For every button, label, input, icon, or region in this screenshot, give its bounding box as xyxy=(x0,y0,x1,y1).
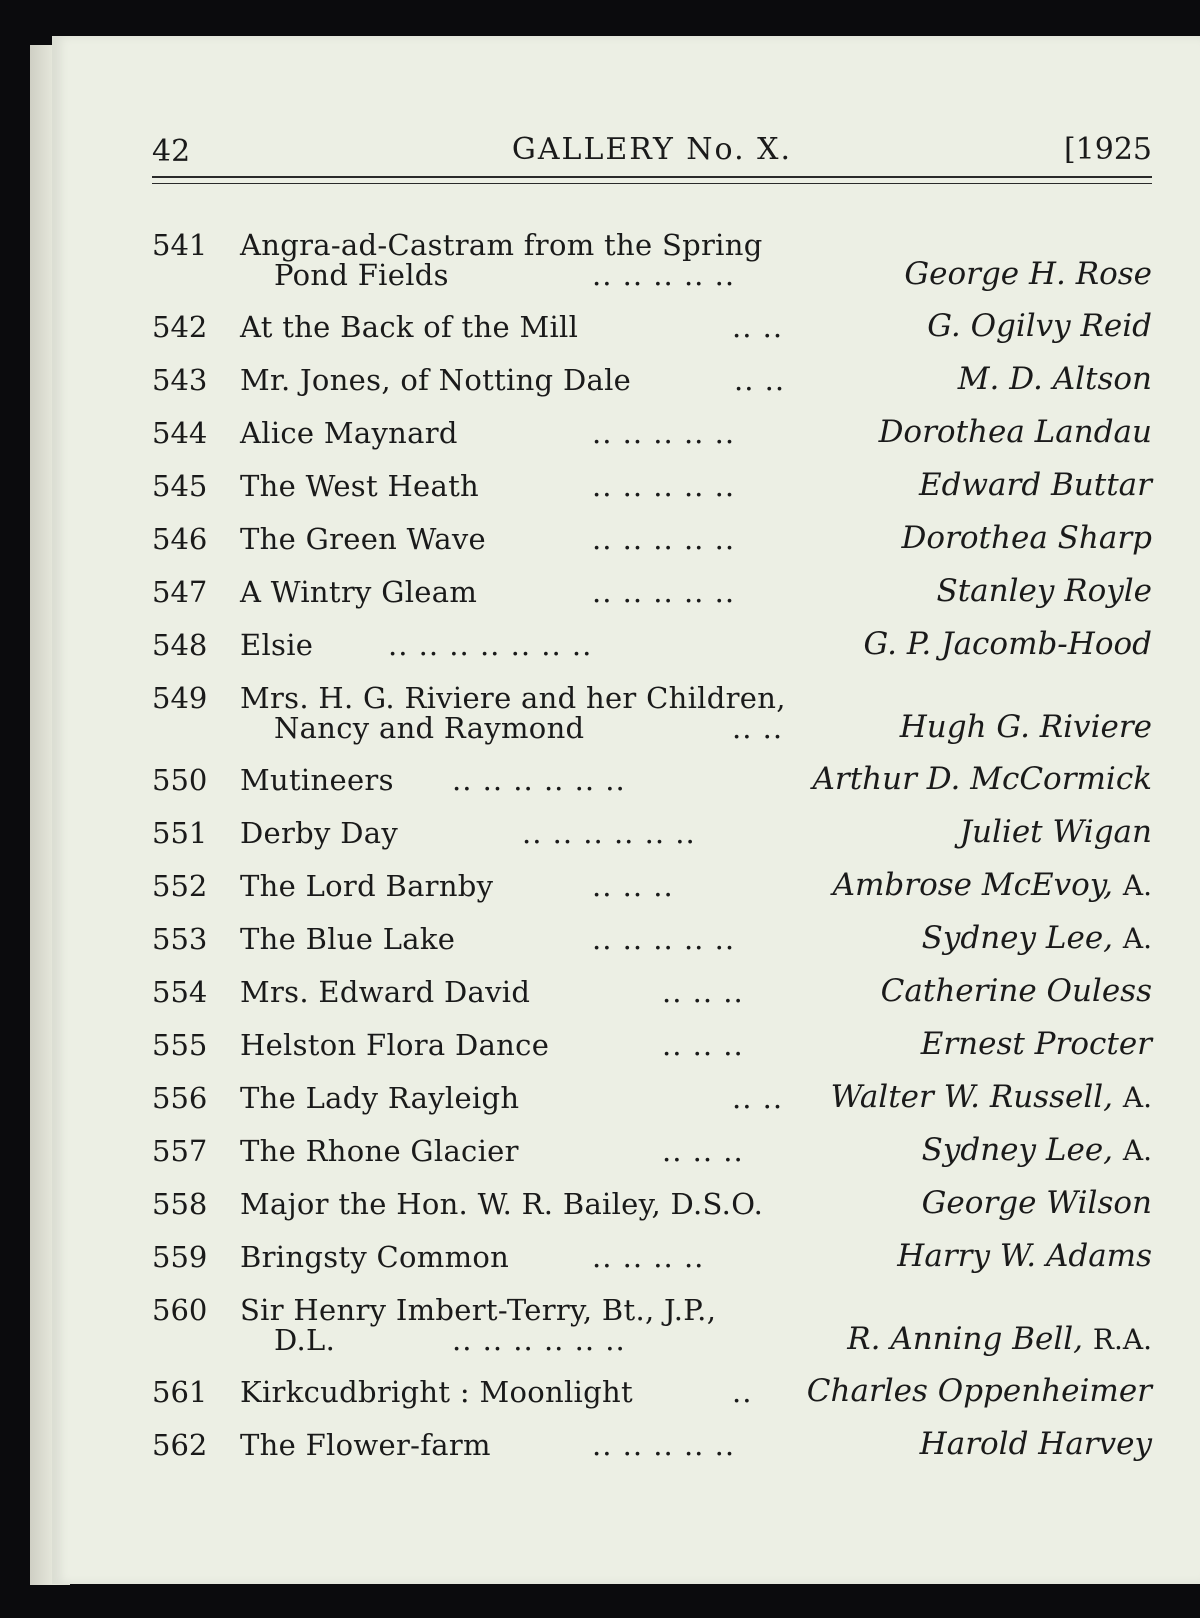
artist-name-text: Hugh G. Riviere xyxy=(899,709,1152,745)
catalogue-entry xyxy=(152,463,1152,516)
artist-honour-suffix: R.A. xyxy=(1092,1323,1152,1356)
leader-dots: .. .. .. .. .. xyxy=(592,416,736,450)
artist-name-text: Sydney Lee, xyxy=(921,1132,1114,1168)
entry-title: Mrs. H. G. Riviere and her Children, xyxy=(240,681,786,715)
artist-name-text: Edward Buttar xyxy=(919,467,1152,503)
artist-name-text: Walter W. Russell, xyxy=(830,1079,1114,1115)
artist-name xyxy=(900,709,1152,745)
catalogue-entry xyxy=(152,1287,1152,1369)
artist-name xyxy=(922,920,1152,956)
entry-title: The Lady Rayleigh xyxy=(240,1081,520,1115)
page-header xyxy=(152,104,1152,169)
entry-title: Bringsty Common xyxy=(240,1240,510,1274)
artist-name xyxy=(921,1026,1152,1062)
catalogue-entry xyxy=(152,1181,1152,1234)
catalogue-entry xyxy=(152,1128,1152,1181)
artist-name-text: Catherine Ouless xyxy=(880,973,1152,1009)
leader-dots: .. .. .. .. .. xyxy=(592,922,736,956)
entry-title: Helston Flora Dance xyxy=(240,1028,550,1062)
artist-name xyxy=(831,1079,1152,1115)
header-rule-thick xyxy=(152,176,1152,178)
catalogue-entry xyxy=(152,916,1152,969)
entry-number: 551 xyxy=(152,816,208,850)
artist-name-text: Dorothea Sharp xyxy=(901,520,1152,556)
leader-dots: .. .. .. .. .. .. xyxy=(452,763,626,797)
entry-number: 556 xyxy=(152,1081,208,1115)
catalogue-entry xyxy=(152,969,1152,1022)
artist-name-text: Sydney Lee, xyxy=(921,920,1114,956)
artist-name xyxy=(936,573,1152,609)
entry-number: 554 xyxy=(152,975,208,1009)
leader-dots: .. .. .. xyxy=(592,869,674,903)
leader-dots: .. .. .. .. .. xyxy=(592,1428,736,1462)
catalogue-entry xyxy=(152,1422,1152,1475)
catalogue-entry xyxy=(152,516,1152,569)
entry-title: A Wintry Gleam xyxy=(240,575,478,609)
entry-number: 557 xyxy=(152,1134,208,1168)
entry-number: 560 xyxy=(152,1293,208,1327)
catalogue-entry xyxy=(152,1234,1152,1287)
artist-name xyxy=(922,1132,1152,1168)
entry-title: Derby Day xyxy=(240,816,399,850)
entry-number: 543 xyxy=(152,363,208,397)
catalogue-entry xyxy=(152,222,1152,304)
catalogue-entry xyxy=(152,863,1152,916)
leader-dots: .. .. .. xyxy=(662,975,744,1009)
entry-title: Mutineers xyxy=(240,763,394,797)
entry-title: Sir Henry Imbert-Terry, Bt., J.P., xyxy=(240,1293,717,1327)
catalogue-entry xyxy=(152,410,1152,463)
leader-dots: .. .. xyxy=(734,363,786,397)
entry-title: Mrs. Edward David xyxy=(240,975,531,1009)
entry-title: The West Heath xyxy=(240,469,480,503)
leader-dots: .. .. .. .. .. .. .. xyxy=(388,628,593,662)
artist-name xyxy=(879,414,1152,450)
leader-dots: .. .. .. .. .. xyxy=(592,258,736,292)
entry-number: 562 xyxy=(152,1428,208,1462)
leader-dots: .. .. .. .. .. xyxy=(592,469,736,503)
artist-name xyxy=(904,256,1152,292)
artist-honour-suffix: A. xyxy=(1122,869,1152,902)
artist-name-text: G. Ogilvy Reid xyxy=(927,308,1152,344)
entry-title: Mr. Jones, of Notting Dale xyxy=(240,363,632,397)
entry-number: 561 xyxy=(152,1375,208,1409)
leader-dots: .. xyxy=(732,1375,753,1409)
artist-name-text: Stanley Royle xyxy=(936,573,1152,609)
artist-name xyxy=(927,308,1152,344)
entry-title-continued: Nancy and Raymond xyxy=(274,711,585,745)
entry-number: 552 xyxy=(152,869,208,903)
artist-honour-suffix: A. xyxy=(1122,1081,1152,1114)
artist-name xyxy=(897,1238,1152,1274)
leader-dots: .. .. .. .. .. .. xyxy=(452,1323,626,1357)
leader-dots: .. .. .. .. .. xyxy=(592,575,736,609)
leader-dots: .. .. .. .. xyxy=(592,1240,705,1274)
entry-title: The Green Wave xyxy=(240,522,486,556)
artist-name xyxy=(922,1185,1152,1221)
artist-name xyxy=(960,814,1152,850)
artist-name-text: Ambrose McEvoy, xyxy=(832,867,1114,903)
catalogue-entry xyxy=(152,304,1152,357)
artist-name-text: Harry W. Adams xyxy=(897,1238,1152,1274)
artist-name xyxy=(881,973,1152,1009)
artist-name xyxy=(807,1373,1152,1409)
artist-name-text: Dorothea Landau xyxy=(878,414,1152,450)
entry-title: The Flower-farm xyxy=(240,1428,491,1462)
entry-title: Angra-ad-Castram from the Spring xyxy=(240,228,763,262)
artist-name xyxy=(920,1426,1152,1462)
artist-name xyxy=(902,520,1152,556)
entry-number: 547 xyxy=(152,575,208,609)
leader-dots: .. .. xyxy=(732,711,784,745)
leader-dots: .. .. .. .. .. xyxy=(592,522,736,556)
entry-title: Major the Hon. W. R. Bailey, D.S.O. xyxy=(240,1187,764,1221)
entry-number: 555 xyxy=(152,1028,208,1062)
entry-title: The Lord Barnby xyxy=(240,869,494,903)
artist-name-text: M. D. Altson xyxy=(957,361,1152,397)
artist-name-text: Arthur D. McCormick xyxy=(812,761,1152,797)
entry-number: 548 xyxy=(152,628,208,662)
entry-number: 542 xyxy=(152,310,208,344)
artist-name-text: George Wilson xyxy=(921,1185,1152,1221)
entry-title: At the Back of the Mill xyxy=(240,310,579,344)
catalogue-entry xyxy=(152,675,1152,757)
leader-dots: .. .. xyxy=(732,310,784,344)
catalogue-entry xyxy=(152,757,1152,810)
entry-number: 544 xyxy=(152,416,208,450)
artist-honour-suffix: A. xyxy=(1122,1134,1152,1167)
leader-dots: .. .. .. xyxy=(662,1134,744,1168)
entry-title: The Rhone Glacier xyxy=(240,1134,519,1168)
catalogue-entry xyxy=(152,357,1152,410)
catalogue-entry xyxy=(152,622,1152,675)
artist-name-text: Harold Harvey xyxy=(919,1426,1152,1462)
entry-title: The Blue Lake xyxy=(240,922,456,956)
artist-name-text: G. P. Jacomb-Hood xyxy=(863,626,1152,662)
gallery-title: GALLERY No. X. xyxy=(511,132,793,167)
leader-dots: .. .. .. .. .. .. xyxy=(522,816,696,850)
entry-title-continued: D.L. xyxy=(274,1323,336,1357)
entry-number: 550 xyxy=(152,763,208,797)
entry-number: 545 xyxy=(152,469,208,503)
catalogue-entry xyxy=(152,1022,1152,1075)
artist-name-text: George H. Rose xyxy=(904,256,1152,292)
entry-number: 549 xyxy=(152,681,208,715)
artist-honour-suffix: A. xyxy=(1122,922,1152,955)
artist-name-text: Juliet Wigan xyxy=(959,814,1152,850)
artist-name xyxy=(863,626,1152,662)
artist-name xyxy=(813,761,1153,797)
catalogue-entry xyxy=(152,1075,1152,1128)
artist-name xyxy=(833,867,1152,903)
catalogue-list xyxy=(152,222,1152,1475)
entry-title: Alice Maynard xyxy=(240,416,458,450)
artist-name-text: R. Anning Bell, xyxy=(847,1321,1084,1357)
page-number: 42 xyxy=(152,134,191,169)
entry-number: 553 xyxy=(152,922,208,956)
artist-name xyxy=(847,1321,1152,1357)
entry-title: Elsie xyxy=(240,628,314,662)
entry-title-continued: Pond Fields xyxy=(274,258,449,292)
artist-name xyxy=(919,467,1152,503)
catalogue-entry xyxy=(152,569,1152,622)
header-rule-thin xyxy=(152,183,1152,184)
leader-dots: .. .. xyxy=(732,1081,784,1115)
catalogue-entry xyxy=(152,1369,1152,1422)
artist-name xyxy=(958,361,1152,397)
artist-name-text: Ernest Procter xyxy=(920,1026,1152,1062)
entry-title: Kirkcudbright : Moonlight xyxy=(240,1375,633,1409)
catalogue-entry xyxy=(152,810,1152,863)
year-label: [1925 xyxy=(1063,132,1152,167)
entry-number: 559 xyxy=(152,1240,208,1274)
entry-number: 541 xyxy=(152,228,208,262)
entry-number: 546 xyxy=(152,522,208,556)
leader-dots: .. .. .. xyxy=(662,1028,744,1062)
artist-name-text: Charles Oppenheimer xyxy=(806,1373,1152,1409)
entry-number: 558 xyxy=(152,1187,208,1221)
